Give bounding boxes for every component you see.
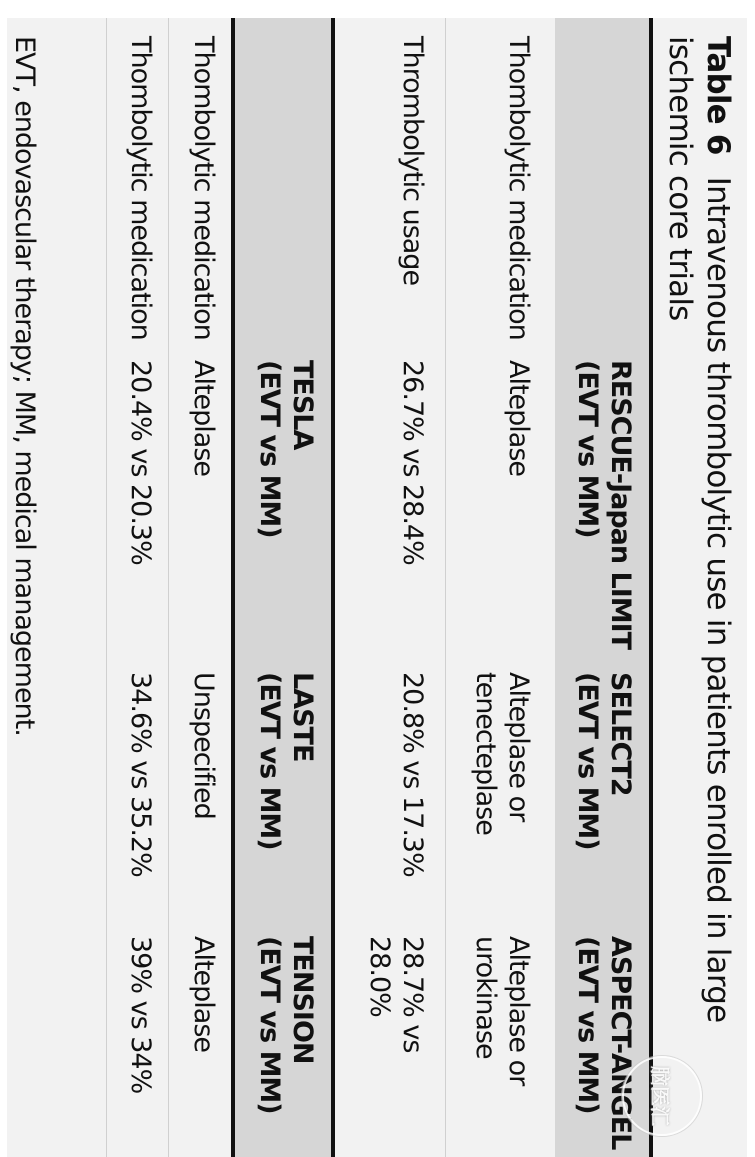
row-divider bbox=[168, 18, 169, 1157]
table-title bbox=[661, 36, 737, 1136]
watermark-logo: 脑医汇 bbox=[622, 1056, 702, 1136]
table-label: Table 6 bbox=[700, 36, 736, 155]
header-tension: TENSION (EVT vs MM) bbox=[254, 936, 318, 1114]
table-cell: Alteplase or tenecteplase bbox=[470, 672, 534, 835]
header-laste: LASTE (EVT vs MM) bbox=[254, 672, 318, 850]
table-cell: 34.6% vs 35.2% bbox=[125, 672, 156, 877]
table-panel bbox=[7, 18, 747, 1157]
middle-rule bbox=[331, 18, 335, 1157]
row-label: Thombolytic medication bbox=[503, 36, 534, 340]
table-cell: Alteplase or urokinase bbox=[470, 936, 534, 1086]
row-divider bbox=[445, 18, 446, 1157]
table-cell: Alteplase bbox=[188, 360, 219, 477]
table-cell: Alteplase bbox=[503, 360, 534, 477]
table-cell: 20.4% vs 20.3% bbox=[125, 360, 156, 565]
header-bottom-rule bbox=[231, 18, 235, 1157]
table-cell: 20.8% vs 17.3% bbox=[397, 672, 428, 877]
row-label: Thombolytic medication bbox=[125, 36, 156, 340]
header-aspect-angel: ASPECT-ANGEL (EVT vs MM) bbox=[572, 936, 636, 1150]
header-select2: SELECT2 (EVT vs MM) bbox=[572, 672, 636, 850]
table-cell: Alteplase bbox=[188, 936, 219, 1053]
header-rescue-japan-limit: RESCUE-Japan LIMIT (EVT vs MM) bbox=[572, 360, 636, 650]
table-caption: Intravenous thrombolytic use in patients enrolled in large ischemic core trials bbox=[662, 36, 736, 1023]
row-label: Thrombolytic usage bbox=[397, 36, 428, 286]
table-cell: 39% vs 34% bbox=[125, 936, 156, 1094]
table-cell: Unspecified bbox=[188, 672, 219, 819]
table-footnote: EVT, endovascular therapy; MM, medical management. bbox=[9, 36, 40, 736]
table-cell: 26.7% vs 28.4% bbox=[397, 360, 428, 565]
top-rule bbox=[649, 18, 653, 1157]
row-label: Thombolytic medication bbox=[188, 36, 219, 340]
header-tesla: TESLA (EVT vs MM) bbox=[254, 360, 318, 538]
table-cell: 28.7% vs 28.0% bbox=[364, 936, 428, 1053]
row-divider bbox=[106, 18, 107, 1157]
